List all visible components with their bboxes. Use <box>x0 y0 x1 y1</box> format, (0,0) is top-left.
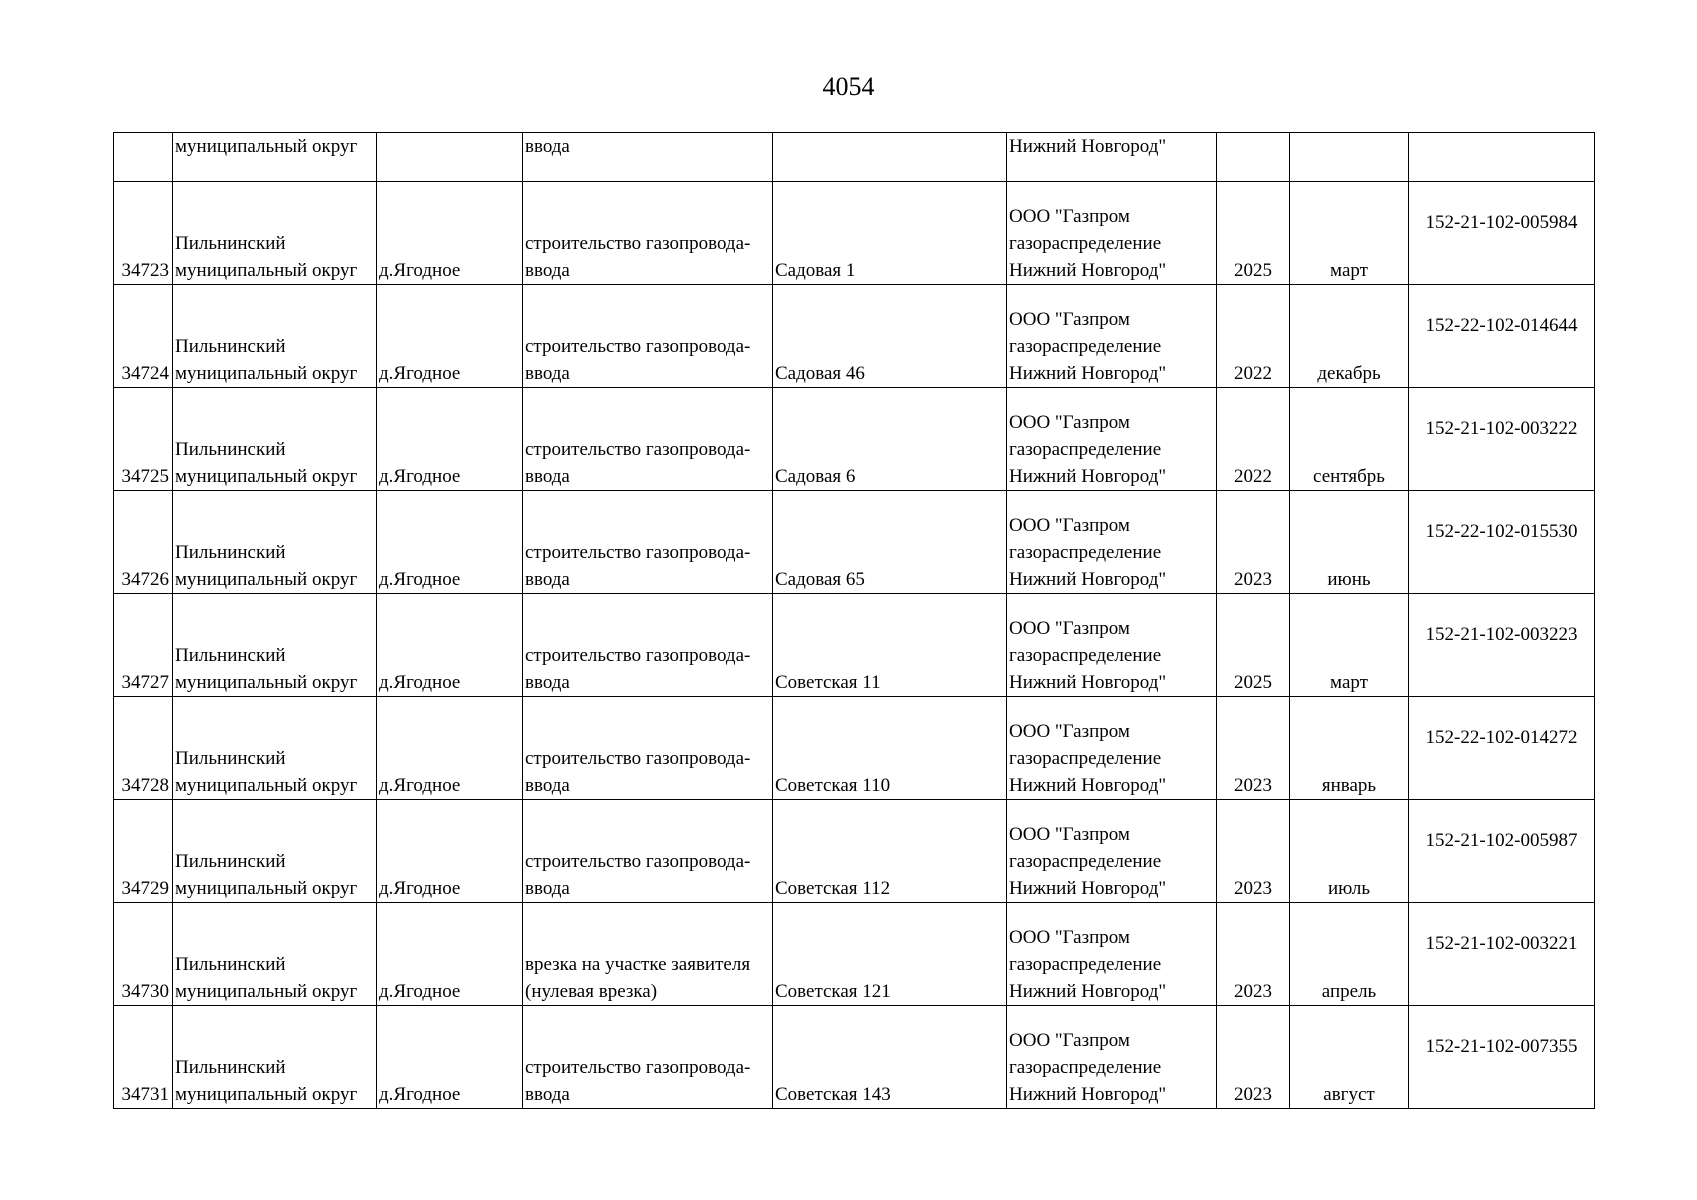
cell-org <box>1007 1006 1217 1109</box>
cell-month: январь <box>1290 697 1409 800</box>
cell-month: июль <box>1290 800 1409 903</box>
org-line-2: газораспределение <box>1009 233 1162 254</box>
cell-org <box>1007 182 1217 285</box>
cell-year: 2023 <box>1217 697 1290 800</box>
district-type: муниципальный округ <box>175 981 358 1002</box>
district-name: Пильнинский <box>175 542 286 563</box>
work-line-2: ввода <box>525 1084 570 1105</box>
cell-district <box>173 285 377 388</box>
district-name: Пильнинский <box>175 954 286 975</box>
cell-year: 2022 <box>1217 388 1290 491</box>
org-line-3: Нижний Новгород" <box>1009 1084 1167 1105</box>
cell-settlement: д.Ягодное <box>377 491 523 594</box>
table-row <box>114 182 1595 285</box>
work-line-1: строительство газопровода- <box>525 851 751 872</box>
work-line-1: строительство газопровода- <box>525 233 751 254</box>
org-line-2: газораспределение <box>1009 336 1162 357</box>
district-name: Пильнинский <box>175 1057 286 1078</box>
district-type: муниципальный округ <box>175 569 358 590</box>
org-line-3: Нижний Новгород" <box>1009 981 1167 1002</box>
org-line-2: газораспределение <box>1009 748 1162 769</box>
org-line-1: ООО "Газпром <box>1009 824 1130 845</box>
cell-month: март <box>1290 594 1409 697</box>
work-line-1: врезка на участке заявителя <box>525 954 751 975</box>
cell-settlement: д.Ягодное <box>377 285 523 388</box>
cell-address: Садовая 46 <box>773 285 1007 388</box>
work-line-1: строительство газопровода- <box>525 748 751 769</box>
cell-org <box>1007 285 1217 388</box>
page-number: 4054 <box>822 72 875 101</box>
cell-address: Советская 121 <box>773 903 1007 1006</box>
cell-year: 2023 <box>1217 491 1290 594</box>
cell-address: Советская 143 <box>773 1006 1007 1109</box>
table-body <box>114 133 1595 1109</box>
cell-code: 152-21-102-005984 <box>1409 182 1595 285</box>
cell-address: Садовая 1 <box>773 182 1007 285</box>
cell-year: 2023 <box>1217 903 1290 1006</box>
cell-district <box>173 903 377 1006</box>
district-name: Пильнинский <box>175 336 286 357</box>
cell-code: 152-21-102-005987 <box>1409 800 1595 903</box>
cell-address: Садовая 65 <box>773 491 1007 594</box>
cell-year: 2023 <box>1217 800 1290 903</box>
cell-district <box>173 388 377 491</box>
cell-month <box>1290 133 1409 182</box>
cell-work <box>523 697 773 800</box>
cell-org <box>1007 491 1217 594</box>
org-line-2: газораспределение <box>1009 542 1162 563</box>
cell-code: 152-22-102-014644 <box>1409 285 1595 388</box>
cell-address: Советская 11 <box>773 594 1007 697</box>
work-line-1: строительство газопровода- <box>525 1057 751 1078</box>
district-type: муниципальный округ <box>175 775 358 796</box>
table-row <box>114 388 1595 491</box>
table-row <box>114 491 1595 594</box>
org-line-1: ООО "Газпром <box>1009 927 1130 948</box>
cell-code: 152-22-102-014272 <box>1409 697 1595 800</box>
cell-org <box>1007 697 1217 800</box>
cell-district <box>173 697 377 800</box>
cell-month: август <box>1290 1006 1409 1109</box>
cell-org <box>1007 903 1217 1006</box>
work-line-2: ввода <box>525 878 570 899</box>
org-line-3: Нижний Новгород" <box>1009 672 1167 693</box>
cell-settlement: д.Ягодное <box>377 594 523 697</box>
district-type: муниципальный округ <box>175 260 358 281</box>
org-line-1: ООО "Газпром <box>1009 206 1130 227</box>
table-row <box>114 1006 1595 1109</box>
cell-work <box>523 903 773 1006</box>
org-line-3: Нижний Новгород" <box>1009 260 1167 281</box>
work-line-2: ввода <box>525 569 570 590</box>
org-line-2: газораспределение <box>1009 439 1162 460</box>
cell-district <box>173 491 377 594</box>
cell-year: 2025 <box>1217 594 1290 697</box>
cell-address: Садовая 6 <box>773 388 1007 491</box>
cell-org: Нижний Новгород" <box>1007 133 1217 182</box>
org-line-3: Нижний Новгород" <box>1009 363 1167 384</box>
org-line-3: Нижний Новгород" <box>1009 569 1167 590</box>
cell-code: 152-21-102-003221 <box>1409 903 1595 1006</box>
org-line-1: ООО "Газпром <box>1009 1030 1130 1051</box>
org-line-1: ООО "Газпром <box>1009 515 1130 536</box>
district-type: муниципальный округ <box>175 363 358 384</box>
district-name: Пильнинский <box>175 748 286 769</box>
cell-settlement: д.Ягодное <box>377 388 523 491</box>
cell-org <box>1007 800 1217 903</box>
cell-code: 152-22-102-015530 <box>1409 491 1595 594</box>
org-line-2: газораспределение <box>1009 851 1162 872</box>
cell-code: 152-21-102-003223 <box>1409 594 1595 697</box>
cell-org <box>1007 388 1217 491</box>
org-line-3: Нижний Новгород" <box>1009 775 1167 796</box>
cell-settlement: д.Ягодное <box>377 1006 523 1109</box>
cell-district <box>173 182 377 285</box>
cell-year: 2022 <box>1217 285 1290 388</box>
work-line-1: строительство газопровода- <box>525 336 751 357</box>
district-type: муниципальный округ <box>175 1084 358 1105</box>
cell-work <box>523 182 773 285</box>
district-type: муниципальный округ <box>175 466 358 487</box>
cell-org <box>1007 594 1217 697</box>
cell-work <box>523 388 773 491</box>
cell-month: декабрь <box>1290 285 1409 388</box>
district-name: Пильнинский <box>175 439 286 460</box>
cell-num: 34731 <box>114 1006 173 1109</box>
org-line-3: Нижний Новгород" <box>1009 466 1167 487</box>
table-row <box>114 594 1595 697</box>
cell-num: 34725 <box>114 388 173 491</box>
table-row <box>114 697 1595 800</box>
cell-year: 2023 <box>1217 1006 1290 1109</box>
cell-num <box>114 133 173 182</box>
district-type: муниципальный округ <box>175 672 358 693</box>
cell-month: сентябрь <box>1290 388 1409 491</box>
org-line-3: Нижний Новгород" <box>1009 878 1167 899</box>
cell-district <box>173 800 377 903</box>
cell-code <box>1409 133 1595 182</box>
cell-settlement: д.Ягодное <box>377 800 523 903</box>
district-name: Пильнинский <box>175 645 286 666</box>
cell-district <box>173 594 377 697</box>
org-line-1: ООО "Газпром <box>1009 618 1130 639</box>
table-row-continuation <box>114 133 1595 182</box>
cell-address: Советская 112 <box>773 800 1007 903</box>
cell-year <box>1217 133 1290 182</box>
cell-num: 34730 <box>114 903 173 1006</box>
work-line-2: (нулевая врезка) <box>525 981 658 1002</box>
table-row <box>114 903 1595 1006</box>
work-line-2: ввода <box>525 775 570 796</box>
work-line-1: строительство газопровода- <box>525 439 751 460</box>
work-line-1: строительство газопровода- <box>525 542 751 563</box>
cell-year: 2025 <box>1217 182 1290 285</box>
cell-code: 152-21-102-003222 <box>1409 388 1595 491</box>
cell-work <box>523 1006 773 1109</box>
cell-num: 34724 <box>114 285 173 388</box>
registry-table <box>113 132 1595 1109</box>
cell-settlement: д.Ягодное <box>377 697 523 800</box>
cell-month: март <box>1290 182 1409 285</box>
table-row <box>114 285 1595 388</box>
cell-code: 152-21-102-007355 <box>1409 1006 1595 1109</box>
cell-settlement <box>377 133 523 182</box>
work-line-2: ввода <box>525 363 570 384</box>
org-line-1: ООО "Газпром <box>1009 721 1130 742</box>
cell-work <box>523 491 773 594</box>
district-name: Пильнинский <box>175 233 286 254</box>
cell-address: Советская 110 <box>773 697 1007 800</box>
cell-address <box>773 133 1007 182</box>
cell-num: 34727 <box>114 594 173 697</box>
cell-district <box>173 1006 377 1109</box>
cell-month: июнь <box>1290 491 1409 594</box>
cell-month: апрель <box>1290 903 1409 1006</box>
work-line-2: ввода <box>525 466 570 487</box>
org-line-2: газораспределение <box>1009 1057 1162 1078</box>
org-line-2: газораспределение <box>1009 954 1162 975</box>
district-name: Пильнинский <box>175 851 286 872</box>
org-line-1: ООО "Газпром <box>1009 412 1130 433</box>
work-line-2: ввода <box>525 672 570 693</box>
cell-settlement: д.Ягодное <box>377 903 523 1006</box>
cell-work: ввода <box>523 133 773 182</box>
cell-num: 34729 <box>114 800 173 903</box>
cell-num: 34728 <box>114 697 173 800</box>
district-type: муниципальный округ <box>175 878 358 899</box>
cell-settlement: д.Ягодное <box>377 182 523 285</box>
cell-num: 34723 <box>114 182 173 285</box>
org-line-2: газораспределение <box>1009 645 1162 666</box>
org-line-1: ООО "Газпром <box>1009 309 1130 330</box>
cell-work <box>523 800 773 903</box>
cell-work <box>523 285 773 388</box>
cell-num: 34726 <box>114 491 173 594</box>
table-row <box>114 800 1595 903</box>
work-line-2: ввода <box>525 260 570 281</box>
work-line-1: строительство газопровода- <box>525 645 751 666</box>
cell-work <box>523 594 773 697</box>
cell-district: муниципальный округ <box>173 133 377 182</box>
